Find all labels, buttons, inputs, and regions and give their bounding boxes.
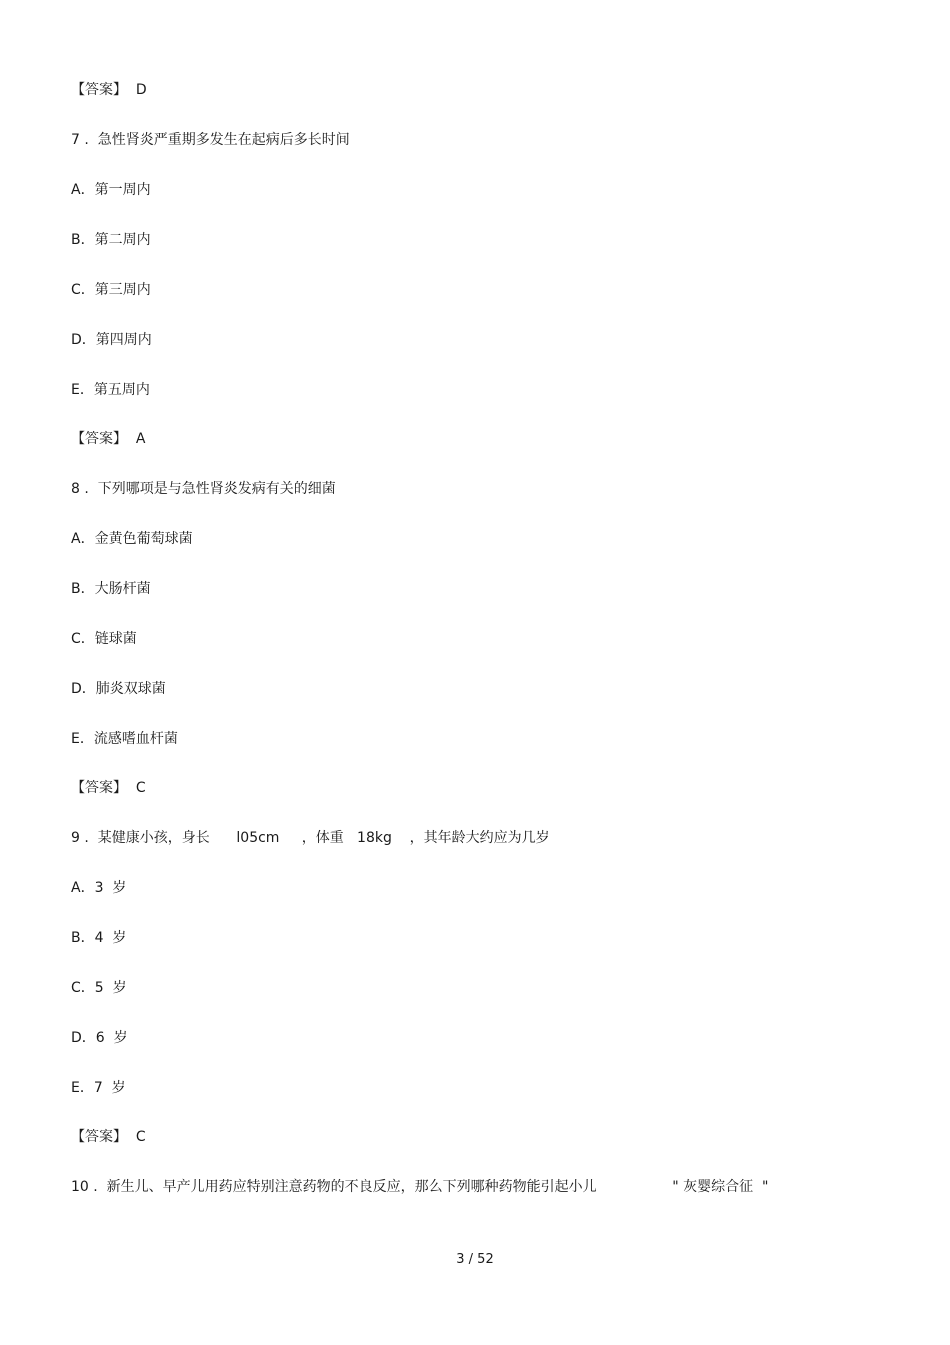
option-e: E．流感嗜血杆菌 [71,731,178,747]
option-c: C．第三周内 [71,282,151,298]
option-c: C．链球菌 [71,631,137,647]
option-a: A．3 岁 [71,880,127,896]
question-10: 10 . 新生儿、早产儿用药应特别注意药物的不良反应，那么下列哪种药物能引起小儿 " 灰婴综合征 " [71,1179,769,1195]
question-9: 9 . 某健康小孩，身长 l05cm ，体重 18kg ，其年龄大约应为几岁 [71,830,550,846]
option-b: B．第二周内 [71,232,151,248]
option-a: A．第一周内 [71,182,151,198]
answer-line: 【答案】 D [71,82,147,98]
option-d: D．肺炎双球菌 [71,681,166,697]
answer-line: 【答案】 A [71,431,146,447]
option-b: B．大肠杆菌 [71,581,151,597]
question-8: 8 . 下列哪项是与急性肾炎发病有关的细菌 [71,481,336,497]
page-number: 3 / 52 [456,1252,494,1267]
option-e: E．7 岁 [71,1080,126,1096]
option-d: D．6 岁 [71,1030,128,1046]
answer-line: 【答案】 C [71,780,146,796]
option-b: B．4 岁 [71,930,127,946]
option-d: D．第四周内 [71,332,152,348]
option-a: A．金黄色葡萄球菌 [71,531,193,547]
option-e: E．第五周内 [71,382,150,398]
answer-line: 【答案】 C [71,1129,146,1145]
option-c: C．5 岁 [71,980,127,996]
question-7: 7 . 急性肾炎严重期多发生在起病后多长时间 [71,132,350,148]
